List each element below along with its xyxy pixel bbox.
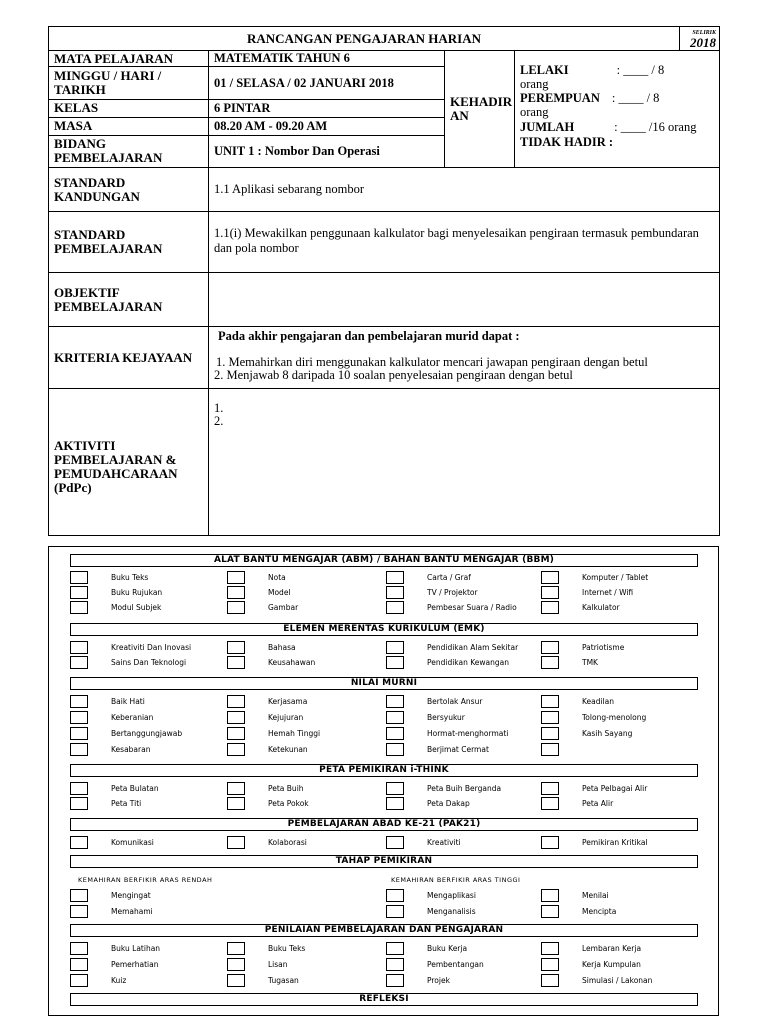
section-title-penilaian: PENILAIAN PEMBELAJARAN DAN PENGAJARAN xyxy=(70,924,698,937)
sub-label-tinggi: KEMAHIRAN BERFIKIR ARAS TINGGI xyxy=(391,876,521,884)
nilai-item-label: Keadilan xyxy=(582,697,615,706)
lelaki-label: LELAKI xyxy=(520,63,569,77)
abm-item-label: Carta / Graf xyxy=(427,573,471,582)
kelas-label: KELAS xyxy=(49,100,209,117)
ithink-checkbox[interactable] xyxy=(70,797,88,810)
objektif-value xyxy=(209,273,720,327)
emk-item-label: Patriotisme xyxy=(582,643,625,652)
ithink-checkbox[interactable] xyxy=(541,797,559,810)
tahap-checkbox[interactable] xyxy=(541,889,559,902)
pak21-item-label: Kolaborasi xyxy=(268,838,307,847)
nilai-item-label: Kasih Sayang xyxy=(582,729,633,738)
pak21-checkbox[interactable] xyxy=(70,836,88,849)
aktiviti-cell xyxy=(209,389,720,536)
nilai-item-label: Hemah Tinggi xyxy=(268,729,321,738)
nilai-checkbox[interactable] xyxy=(386,743,404,756)
abm-checkbox[interactable] xyxy=(386,586,404,599)
ithink-checkbox[interactable] xyxy=(227,797,245,810)
abm-checkbox[interactable] xyxy=(386,601,404,614)
abm-checkbox[interactable] xyxy=(70,586,88,599)
ithink-item-label: Peta Bulatan xyxy=(111,784,159,793)
ithink-checkbox[interactable] xyxy=(386,797,404,810)
abm-item-label: Buku Teks xyxy=(111,573,149,582)
bidang-value: UNIT 1 : Nombor Dan Operasi xyxy=(209,135,445,167)
penilaian-checkbox[interactable] xyxy=(70,974,88,987)
minggu-value: 01 / SELASA / 02 JANUARI 2018 xyxy=(209,67,445,100)
ithink-item-label: Peta Buih Berganda xyxy=(427,784,502,793)
lelaki-value: : ____ / 8 xyxy=(616,63,665,77)
penilaian-item-label: Simulasi / Lakonan xyxy=(582,976,653,985)
nilai-checkbox[interactable] xyxy=(70,695,88,708)
nilai-checkbox[interactable] xyxy=(541,695,559,708)
abm-checkbox[interactable] xyxy=(227,586,245,599)
nilai-item-label: Bertolak Ansur xyxy=(427,697,483,706)
penilaian-item-label: Kuiz xyxy=(111,976,127,985)
tahap-checkbox[interactable] xyxy=(386,889,404,902)
abm-checkbox[interactable] xyxy=(227,571,245,584)
nilai-item-label: Ketekunan xyxy=(268,745,308,754)
emk-checkbox[interactable] xyxy=(227,656,245,669)
emk-item-label: Kreativiti Dan Inovasi xyxy=(111,643,192,652)
emk-checkbox[interactable] xyxy=(70,656,88,669)
penilaian-item-label: Lisan xyxy=(268,960,288,969)
kriteria-item-2: 2. Menjawab 8 daripada 10 soalan penyelesaian pengiraan dengan betul xyxy=(214,368,573,382)
abm-checkbox[interactable] xyxy=(70,571,88,584)
bidang-label: BIDANG PEMBELAJARAN xyxy=(49,135,209,167)
orang-label-1: orang xyxy=(520,77,549,91)
nilai-item-label: Kerjasama xyxy=(268,697,308,706)
jumlah-value: : ____ /16 orang xyxy=(614,120,697,134)
tahap-checkbox[interactable] xyxy=(70,905,88,918)
penilaian-checkbox[interactable] xyxy=(227,958,245,971)
emk-checkbox[interactable] xyxy=(70,641,88,654)
kehadiran-label: KEHADIR AN xyxy=(445,51,515,168)
penilaian-item-label: Pemerhatian xyxy=(111,960,159,969)
emk-item-label: Pendidikan Alam Sekitar xyxy=(427,643,519,652)
ithink-checkbox[interactable] xyxy=(386,782,404,795)
section-title-pak21: PEMBELAJARAN ABAD KE-21 (PAK21) xyxy=(70,818,698,831)
ithink-item-label: Peta Dakap xyxy=(427,799,470,808)
year-small-label: SELIRIK xyxy=(692,29,716,36)
objektif-label: OBJEKTIF PEMBELAJARAN xyxy=(49,273,209,327)
nilai-item-label: Berjimat Cermat xyxy=(427,745,489,754)
mata-pelajaran-label: MATA PELAJARAN xyxy=(49,51,209,67)
penilaian-checkbox[interactable] xyxy=(386,942,404,955)
section-title-ithink: PETA PEMIKIRAN i-THINK xyxy=(70,764,698,777)
standard-kandungan-value: 1.1 Aplikasi sebarang nombor xyxy=(209,168,720,212)
nilai-checkbox[interactable] xyxy=(227,743,245,756)
aktiviti-label: AKTIVITI PEMBELAJARAN & PEMUDAHCARAAN (PdPc) xyxy=(49,389,209,536)
section-title-tahap: TAHAP PEMIKIRAN xyxy=(70,855,698,868)
abm-item-label: Internet / Wifi xyxy=(582,588,634,597)
year-label: 2018 xyxy=(690,34,716,50)
penilaian-checkbox[interactable] xyxy=(541,942,559,955)
pak21-item-label: Komunikasi xyxy=(111,838,154,847)
jumlah-label: JUMLAH xyxy=(520,120,575,134)
section-title-nilai: NILAI MURNI xyxy=(70,677,698,690)
abm-checkbox[interactable] xyxy=(541,601,559,614)
pak21-checkbox[interactable] xyxy=(541,836,559,849)
nilai-item-label: Bertanggungjawab xyxy=(111,729,183,738)
penilaian-item-label: Kerja Kumpulan xyxy=(582,960,641,969)
nilai-item-label: Baik Hati xyxy=(111,697,145,706)
nilai-item-label: Keberanian xyxy=(111,713,154,722)
penilaian-checkbox[interactable] xyxy=(227,974,245,987)
sub-label-rendah: KEMAHIRAN BERFIKIR ARAS RENDAH xyxy=(78,876,213,884)
kriteria-intro: Pada akhir pengajaran dan pembelajaran murid dapat : xyxy=(218,329,520,343)
abm-item-label: Model xyxy=(268,588,291,597)
pak21-checkbox[interactable] xyxy=(227,836,245,849)
kelas-value: 6 PINTAR xyxy=(209,100,445,117)
nilai-checkbox[interactable] xyxy=(541,743,559,756)
abm-item-label: Nota xyxy=(268,573,286,582)
penilaian-checkbox[interactable] xyxy=(227,942,245,955)
penilaian-checkbox[interactable] xyxy=(386,974,404,987)
ithink-item-label: Peta Pokok xyxy=(268,799,309,808)
nilai-item-label: Bersyukur xyxy=(427,713,465,722)
emk-checkbox[interactable] xyxy=(227,641,245,654)
pak21-item-label: Pemikiran Kritikal xyxy=(582,838,648,847)
abm-item-label: Gambar xyxy=(268,603,299,612)
penilaian-checkbox[interactable] xyxy=(70,958,88,971)
emk-item-label: Pendidikan Kewangan xyxy=(427,658,510,667)
section-title-abm: ALAT BANTU MENGAJAR (ABM) / BAHAN BANTU MENGAJAR (BBM) xyxy=(70,554,698,567)
standard-kandungan-label: STANDARD KANDUNGAN xyxy=(49,168,209,212)
penilaian-checkbox[interactable] xyxy=(541,974,559,987)
section-title-refleksi: REFLEKSI xyxy=(70,993,698,1006)
ithink-checkbox[interactable] xyxy=(541,782,559,795)
abm-item-label: Pembesar Suara / Radio xyxy=(427,603,517,612)
section-title-emk: ELEMEN MERENTAS KURIKULUM (EMK) xyxy=(70,623,698,636)
masa-label: MASA xyxy=(49,117,209,135)
penilaian-item-label: Lembaran Kerja xyxy=(582,944,642,953)
rph-title: RANCANGAN PENGAJARAN HARIAN xyxy=(49,27,680,51)
ithink-item-label: Peta Titi xyxy=(111,799,142,808)
emk-checkbox[interactable] xyxy=(541,641,559,654)
minggu-label: MINGGU / HARI / TARIKH xyxy=(49,67,209,100)
penilaian-item-label: Buku Teks xyxy=(268,944,306,953)
perempuan-label: PEREMPUAN xyxy=(520,91,600,105)
abm-item-label: Komputer / Tablet xyxy=(582,573,649,582)
nilai-checkbox[interactable] xyxy=(541,711,559,724)
tidak-hadir-label: TIDAK HADIR : xyxy=(520,135,614,149)
standard-pembelajaran-value: 1.1(i) Mewakilkan penggunaan kalkulator bagi menyelesaikan pengiraan termasuk pembundaran dan pola nombor xyxy=(209,212,720,273)
aktiviti-item-1: 1. xyxy=(214,401,224,415)
nilai-checkbox[interactable] xyxy=(386,711,404,724)
nilai-checkbox[interactable] xyxy=(70,727,88,740)
penilaian-item-label: Tugasan xyxy=(268,976,299,985)
pak21-checkbox[interactable] xyxy=(386,836,404,849)
nilai-item-label: Hormat-menghormati xyxy=(427,729,509,738)
nilai-checkbox[interactable] xyxy=(70,743,88,756)
perempuan-value: : ____ / 8 xyxy=(611,91,660,105)
tahap-item-label: Mengingat xyxy=(111,891,151,900)
abm-item-label: Buku Rujukan xyxy=(111,588,163,597)
tahap-item-label: Menilai xyxy=(582,891,609,900)
orang-label-2: orang xyxy=(520,105,549,119)
abm-item-label: Kalkulator xyxy=(582,603,620,612)
penilaian-item-label: Buku Latihan xyxy=(111,944,161,953)
aktiviti-item-2: 2. xyxy=(214,414,224,428)
abm-checkbox[interactable] xyxy=(70,601,88,614)
pak21-item-label: Kreativiti xyxy=(427,838,461,847)
nilai-item-label: Kejujuran xyxy=(268,713,304,722)
nilai-checkbox[interactable] xyxy=(386,695,404,708)
tahap-item-label: Mengaplikasi xyxy=(427,891,476,900)
nilai-checkbox[interactable] xyxy=(227,695,245,708)
nilai-checkbox[interactable] xyxy=(386,727,404,740)
abm-item-label: Modul Subjek xyxy=(111,603,162,612)
abm-checkbox[interactable] xyxy=(541,586,559,599)
penilaian-item-label: Pembentangan xyxy=(427,960,484,969)
penilaian-item-label: Projek xyxy=(427,976,450,985)
emk-checkbox[interactable] xyxy=(386,641,404,654)
abm-checkbox[interactable] xyxy=(227,601,245,614)
tahap-item-label: Mencipta xyxy=(582,907,617,916)
emk-item-label: Keusahawan xyxy=(268,658,316,667)
kehadiran-cell xyxy=(515,51,720,168)
emk-item-label: Bahasa xyxy=(268,643,296,652)
abm-item-label: TV / Projektor xyxy=(427,588,478,597)
kriteria-cell xyxy=(209,327,720,389)
masa-value: 08.20 AM - 09.20 AM xyxy=(209,117,445,135)
tahap-checkbox[interactable] xyxy=(386,905,404,918)
nilai-item-label: Kesabaran xyxy=(111,745,151,754)
rph-table xyxy=(48,26,720,536)
year-cell xyxy=(680,27,720,51)
penilaian-item-label: Buku Kerja xyxy=(427,944,468,953)
standard-pembelajaran-label: STANDARD PEMBELAJARAN xyxy=(49,212,209,273)
nilai-checkbox[interactable] xyxy=(227,727,245,740)
ithink-item-label: Peta Pelbagai Alir xyxy=(582,784,648,793)
emk-item-label: Sains Dan Teknologi xyxy=(111,658,187,667)
abm-checkbox[interactable] xyxy=(541,571,559,584)
emk-checkbox[interactable] xyxy=(541,656,559,669)
abm-checkbox[interactable] xyxy=(386,571,404,584)
penilaian-checkbox[interactable] xyxy=(70,942,88,955)
tahap-checkbox[interactable] xyxy=(541,905,559,918)
ithink-checkbox[interactable] xyxy=(70,782,88,795)
tahap-item-label: Menganalisis xyxy=(427,907,476,916)
emk-checkbox[interactable] xyxy=(386,656,404,669)
penilaian-checkbox[interactable] xyxy=(386,958,404,971)
tahap-checkbox[interactable] xyxy=(70,889,88,902)
tahap-item-label: Memahami xyxy=(111,907,153,916)
kriteria-label: KRITERIA KEJAYAAN xyxy=(49,327,209,389)
ithink-item-label: Peta Alir xyxy=(582,799,614,808)
penilaian-checkbox[interactable] xyxy=(541,958,559,971)
nilai-checkbox[interactable] xyxy=(70,711,88,724)
kriteria-item-1: 1. Memahirkan diri menggunakan kalkulator mencari jawapan pengiraan dengan betul xyxy=(216,355,648,369)
mata-pelajaran-value: MATEMATIK TAHUN 6 xyxy=(209,51,445,67)
checklist-panel xyxy=(48,546,719,1016)
ithink-item-label: Peta Buih xyxy=(268,784,304,793)
nilai-item-label: Tolong-menolong xyxy=(582,713,647,722)
ithink-checkbox[interactable] xyxy=(227,782,245,795)
emk-item-label: TMK xyxy=(582,658,598,667)
nilai-checkbox[interactable] xyxy=(227,711,245,724)
nilai-checkbox[interactable] xyxy=(541,727,559,740)
